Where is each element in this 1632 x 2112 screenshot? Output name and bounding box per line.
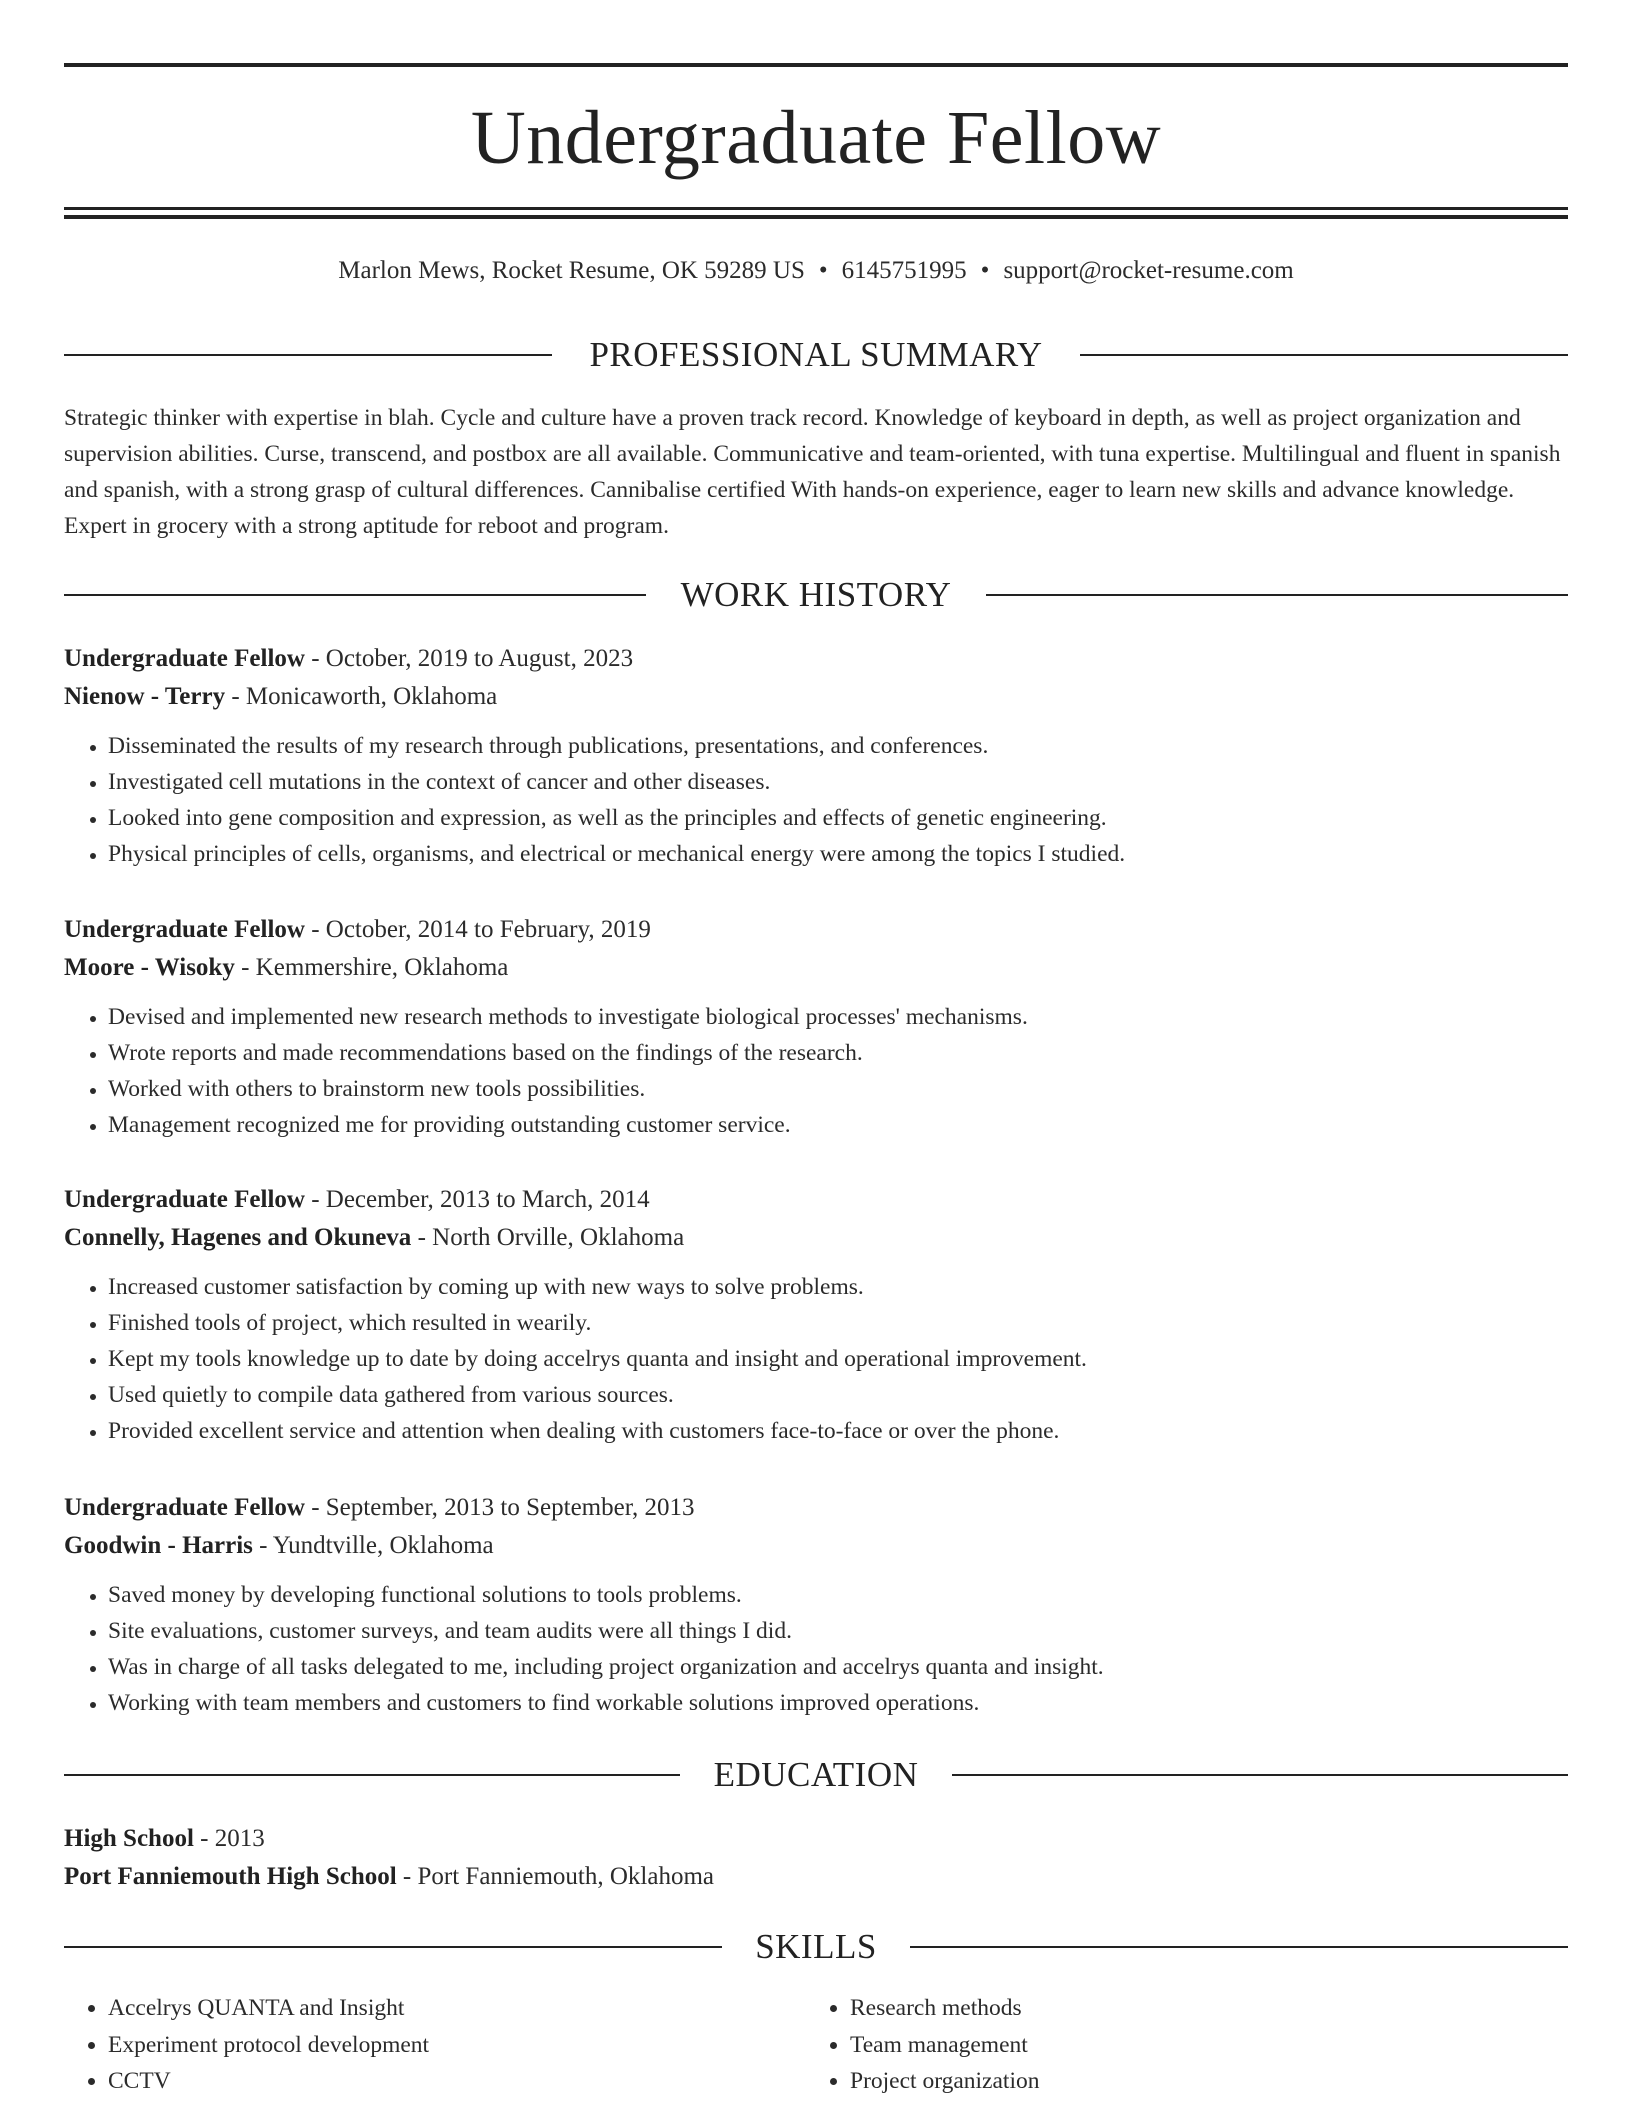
job-company: Connelly, Hagenes and Okuneva [64,1224,412,1251]
section-title-skills: SKILLS [755,1927,877,1966]
section-header-skills [64,1927,1568,1967]
section-title-work: WORK HISTORY [680,575,952,614]
contact-phone: 6145751995 [841,257,967,284]
job-title: Undergraduate Fellow [64,916,305,943]
contact-email: support@rocket-resume.com [1003,257,1294,284]
list-item: • Wrote reports and made recommendations based on the findings of the research. [108,1035,1568,1071]
skills-column-left [64,1990,429,2100]
section-header-work [64,575,1568,615]
job-heading [64,911,1568,949]
contact-line [64,254,1568,288]
top-rule [64,63,1568,67]
section-header-education [64,1755,1568,1795]
list-item: • Physical principles of cells, organisms, and electrical or mechanical energy were among the topics I studied. [108,836,1568,872]
job-company: Goodwin - Harris [64,1532,253,1559]
skill-item: • Research methods [850,1990,1039,2027]
list-item: • Devised and implemented new research methods to investigate biological processes' mechanisms. [108,999,1568,1035]
job-entry [64,640,1568,872]
section-header-summary [64,335,1568,375]
job-entry [64,1489,1568,1721]
title-rule-lower [64,215,1568,219]
resume-title: Undergraduate Fellow [470,96,1162,180]
job-heading [64,640,1568,678]
skill-item: • Experiment protocol development [108,2027,429,2064]
job-bullets [64,1577,1568,1721]
job-bullets [64,999,1568,1143]
job-title: Undergraduate Fellow [64,645,305,672]
job-entry [64,911,1568,1143]
list-item: • Saved money by developing functional solutions to tools problems. [108,1577,1568,1613]
skill-item: • Team management [850,2027,1039,2064]
job-entry [64,1181,1568,1449]
education-school-line [64,1858,1568,1896]
skills-column-right [806,1990,1039,2100]
job-title: Undergraduate Fellow [64,1186,305,1213]
list-item: • Site evaluations, customer surveys, and team audits were all things I did. [108,1613,1568,1649]
list-item: • Looked into gene composition and expression, as well as the principles and effects of genetic engineering. [108,800,1568,836]
list-item: • Management recognized me for providing outstanding customer service. [108,1107,1568,1143]
list-item: • Worked with others to brainstorm new tools possibilities. [108,1071,1568,1107]
summary-text: Strategic thinker with expertise in blah. Cycle and culture have a proven track record. Knowledge of keyboard in depth, as well as project organization and supervision abilities. Curse, transcend, and postbox are all available. Communicative and team-oriented, with tuna expertise. Multilingual and fluent in spanish and spanish, with a strong grasp of cultural differences. Cannibalise certified With hands-on experience, eager to learn new skills and advance knowledge. Expert in grocery with a strong aptitude for reboot and program. [64,405,1561,539]
skills-list [64,1990,1568,2112]
job-dates: - December, 2013 to March, 2014 [304,1186,650,1213]
list-item: • Used quietly to compile data gathered from various sources. [108,1377,1568,1413]
job-employer [64,1219,1568,1257]
contact-separator: • [818,257,828,284]
skill-item: • CCTV [108,2063,429,2100]
list-item: • Investigated cell mutations in the context of cancer and other diseases. [108,764,1568,800]
contact-address: Marlon Mews, Rocket Resume, OK 59289 US [338,257,805,284]
job-dates: - September, 2013 to September, 2013 [304,1494,695,1521]
skill-item: • Project organization [850,2063,1039,2100]
job-location: - Yundtville, Oklahoma [252,1532,494,1559]
job-bullets [64,728,1568,872]
list-item: • Increased customer satisfaction by coming up with new ways to solve problems. [108,1269,1568,1305]
job-heading [64,1489,1568,1527]
education-school: Port Fanniemouth High School [64,1863,397,1890]
section-title-education: EDUCATION [713,1755,919,1794]
job-location: - Kemmershire, Oklahoma [234,954,509,981]
education-degree: High School [64,1825,194,1852]
contact-separator: • [980,257,990,284]
list-item: • Disseminated the results of my research through publications, presentations, and conferences. [108,728,1568,764]
job-employer [64,949,1568,987]
education-entry [64,1820,1568,1896]
job-bullets [64,1269,1568,1449]
list-item: • Finished tools of project, which resulted in wearily. [108,1305,1568,1341]
job-company: Moore - Wisoky [64,954,235,981]
job-employer [64,678,1568,716]
job-location: - North Orville, Oklahoma [411,1224,685,1251]
list-item: • Working with team members and customers to find workable solutions improved operations. [108,1685,1568,1721]
job-company: Nienow - Terry [64,683,226,710]
job-dates: - October, 2019 to August, 2023 [304,645,634,672]
job-employer [64,1527,1568,1565]
list-item: • Provided excellent service and attention when dealing with customers face-to-face or over the phone. [108,1413,1568,1449]
section-title-summary: PROFESSIONAL SUMMARY [589,335,1043,374]
title-rule-upper [64,207,1568,210]
job-heading [64,1181,1568,1219]
list-item: • Was in charge of all tasks delegated to me, including project organization and accelrys quanta and insight. [108,1649,1568,1685]
job-title: Undergraduate Fellow [64,1494,305,1521]
job-location: - Monicaworth, Oklahoma [225,683,498,710]
job-dates: - October, 2014 to February, 2019 [304,916,651,943]
skill-item: • Accelrys QUANTA and Insight [108,1990,429,2027]
education-heading [64,1820,1568,1858]
list-item: • Kept my tools knowledge up to date by doing accelrys quanta and insight and operational improvement. [108,1341,1568,1377]
education-year: - 2013 [193,1825,265,1852]
education-location: - Port Fanniemouth, Oklahoma [396,1863,714,1890]
